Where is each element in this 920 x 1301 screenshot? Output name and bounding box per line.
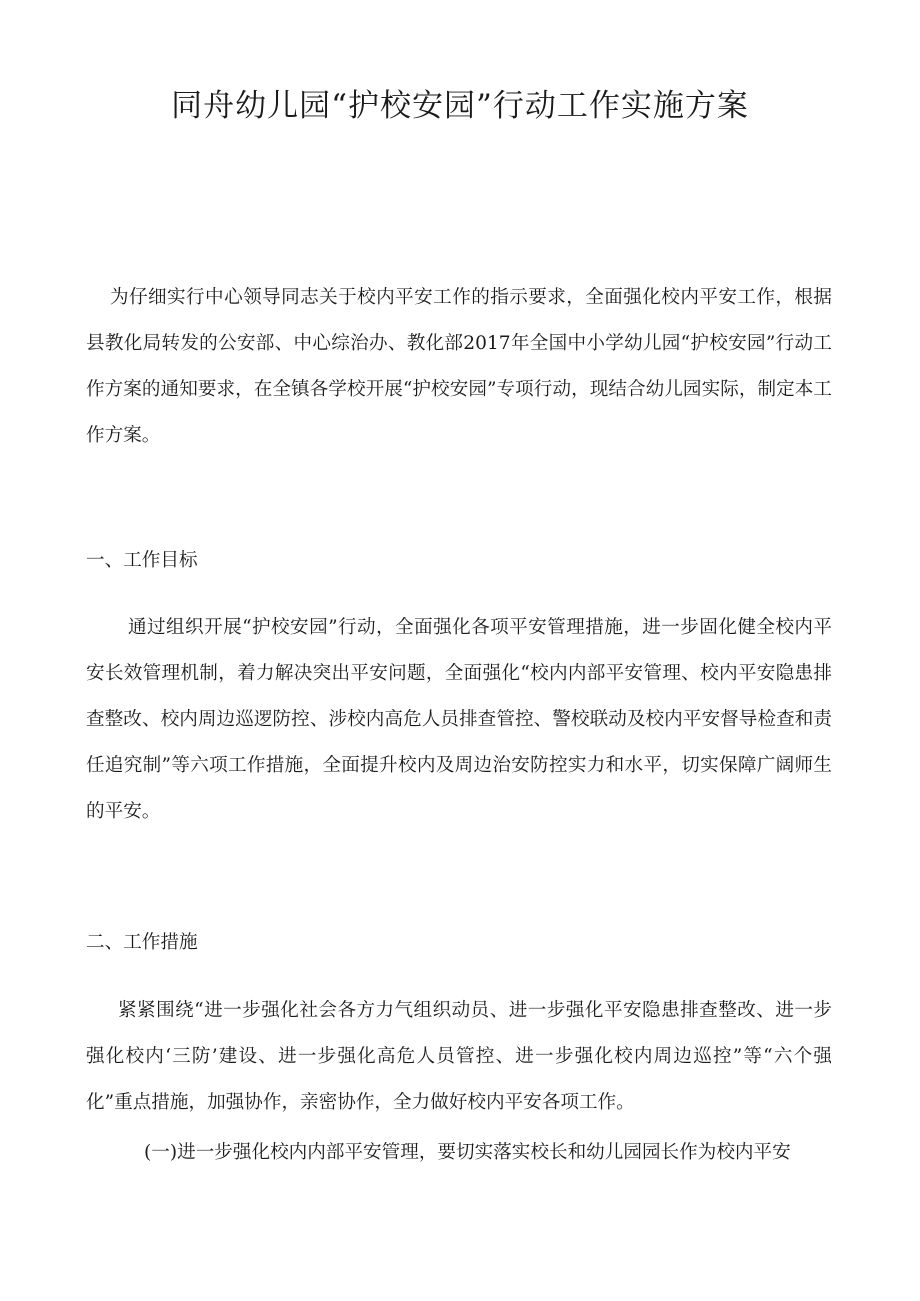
section-heading-goals: 一、工作目标 <box>86 550 198 571</box>
intro-paragraph: 为仔细实行中心领导同志关于校内平安工作的指示要求，全面强化校内平安工作，根据县教化局转发的公安部、中心综治办、教化部2017年全国中小学幼儿园“护校安园”行动工作方案的通知要求，在全镇各学校开展“护校安园”专项行动，现结合幼儿园实际，制定本工作方案。 <box>86 287 832 446</box>
measures-paragraph: 紧紧围绕“进一步强化社会各方力气组织动员、进一步强化平安隐患排查整改、进一步强化校内‘三防’建设、进一步强化高危人员管控、进一步强化校内周边巡控”等“六个强化”重点措施，加强协作，亲密协作，全力做好校内平安各项工作。 <box>86 1000 832 1113</box>
document-title: 同舟幼儿园“护校安园”行动工作实施方案 <box>171 88 749 124</box>
measures-item-1: (一)进一步强化校内内部平安管理，要切实落实校长和幼儿园园长作为校内平安 <box>144 1142 791 1163</box>
goals-paragraph: 通过组织开展“护校安园”行动，全面强化各项平安管理措施，进一步固化健全校内平安长效管理机制，着力解决突出平安问题，全面强化“校内内部平安管理、校内平安隐患排查整改、校内周边巡逻防控、涉校内高危人员排查管控、警校联动及校内平安督导检查和责任追究制”等六项工作措施，全面提升校内及周边治安防控实力和水平，切实保障广阔师生的平安。 <box>86 617 832 822</box>
section-heading-measures: 二、工作措施 <box>86 932 198 953</box>
